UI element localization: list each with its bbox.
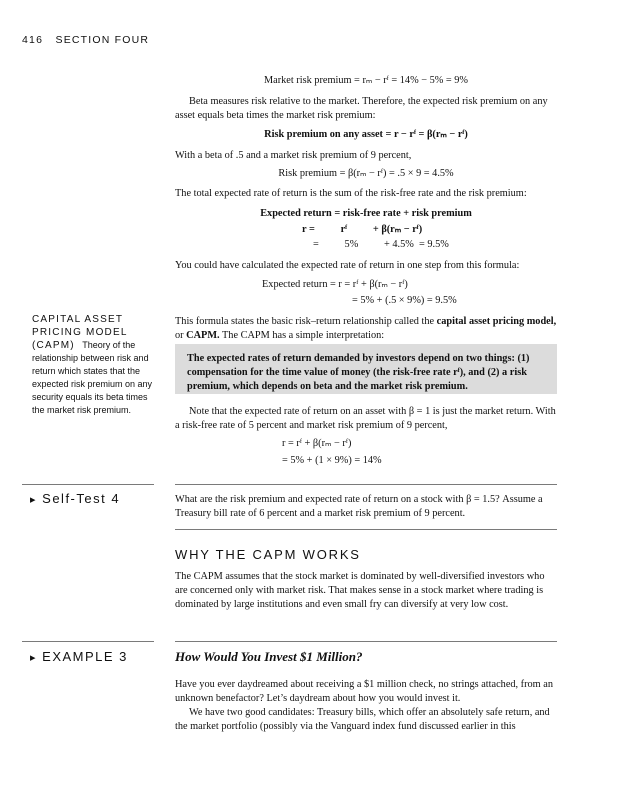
para-capm-text-a: This formula states the basic risk–return relationship called the	[175, 316, 437, 327]
eq-risk-premium-calc: Risk premium = β(rₘ − rᶠ) = .5 × 9 = 4.5%	[278, 168, 454, 179]
eq-note-2: = 5% + (1 × 9%) = 14%	[282, 455, 382, 466]
page-number: 416	[22, 34, 44, 46]
divider-example-left	[22, 641, 154, 642]
example-label-wrap	[30, 649, 128, 664]
triangle-right-icon: ▸	[30, 494, 38, 506]
example-label: EXAMPLE 3	[42, 649, 128, 664]
eq-market-risk-premium: Market risk premium = rₘ − rᶠ = 14% − 5% = 9%	[263, 75, 469, 86]
eq-one-step-2: = 5% + (.5 × 9%) = 9.5%	[352, 295, 457, 306]
term-capm-bold: capital asset pricing model,	[436, 316, 557, 327]
eq-row-1: r = rᶠ + β(rₘ − rᶠ)	[302, 224, 423, 235]
para-total-return: The total expected rate of return is the sum of the risk-free rate and the risk premium:	[175, 188, 527, 199]
para-note: Note that the expected rate of return on an asset with β = 1 is just the market return. With a risk-free rate of 5 percent and market risk premium of 9 percent,	[175, 406, 556, 431]
para-one-step: You could have calculated the expected rate of return in one step from this formula:	[175, 260, 520, 271]
divider-selftest-left	[22, 484, 154, 485]
para-capm-text-c: The CAPM has a simple interpretation:	[219, 330, 385, 341]
divider-selftest-bottom	[175, 529, 557, 530]
divider-selftest-right	[175, 484, 557, 485]
para-capm	[175, 315, 557, 343]
eq-row-2: = 5% + 4.5% = 9.5%	[313, 239, 449, 250]
example-para-1: Have you ever daydreamed about receiving a $1 million check, no strings attached, from an unknown benefactor? Let’s daydream about how you would invest it.	[175, 679, 553, 704]
sidebar-term: CAPITAL ASSET PRICING MODEL (CAPM)	[32, 314, 128, 351]
example-para-2: We have two good candidates: Treasury bills, which offer an absolutely safe return, and the market portfolio (possibly via the Vanguard index fund discussed earlier in this	[175, 707, 550, 732]
self-test-label-wrap	[30, 491, 120, 506]
eq-expected-return-bold: Expected return = risk-free rate + risk premium	[260, 208, 472, 219]
self-test-label: Self-Test 4	[42, 491, 121, 506]
sidebar-definition-text: Theory of the relationship between risk and return which states that the expected risk premium on any security equals its beta times the market risk premium.	[32, 340, 153, 415]
divider-example-right	[175, 641, 557, 642]
section-label: SECTION FOUR	[55, 34, 150, 46]
page-header	[22, 34, 149, 46]
example-title: How Would You Invest $1 Million?	[175, 649, 363, 664]
sidebar-definition	[32, 313, 162, 417]
para-beta: Beta measures risk relative to the market. Therefore, the expected risk premium on any asset equals beta times the market risk premium:	[175, 96, 548, 121]
para-capm-text-b: or	[175, 330, 187, 341]
eq-risk-premium-any-asset: Risk premium on any asset = r − rᶠ = β(rₘ − rᶠ)	[264, 129, 468, 140]
section-text: The CAPM assumes that the stock market is dominated by well-diversified investors who are concerned only with market risk. That makes sense in a stock market where trading is dominated by large institutions and even small fry can diversify at very low cost.	[175, 571, 545, 610]
triangle-right-icon: ▸	[30, 652, 38, 664]
term-capm-abbrev: CAPM.	[186, 330, 220, 341]
eq-note-1: r = rᶠ + β(rₘ − rᶠ)	[282, 438, 352, 449]
self-test-text: What are the risk premium and expected rate of return on a stock with β = 1.5? Assume a Treasury bill rate of 6 percent and a market risk premium of 9 percent.	[175, 494, 543, 519]
callout-text: The expected rates of return demanded by investors depend on two things: (1) compensation for the time value of money (the risk-free rate rᶠ), and (2) a risk premium, which depends on beta and the market risk premium.	[187, 353, 530, 392]
para-with-beta: With a beta of .5 and a market risk premium of 9 percent,	[175, 150, 412, 161]
eq-one-step-1: Expected return = r = rᶠ + β(rₘ − rᶠ)	[262, 279, 408, 290]
section-heading: WHY THE CAPM WORKS	[175, 547, 361, 562]
